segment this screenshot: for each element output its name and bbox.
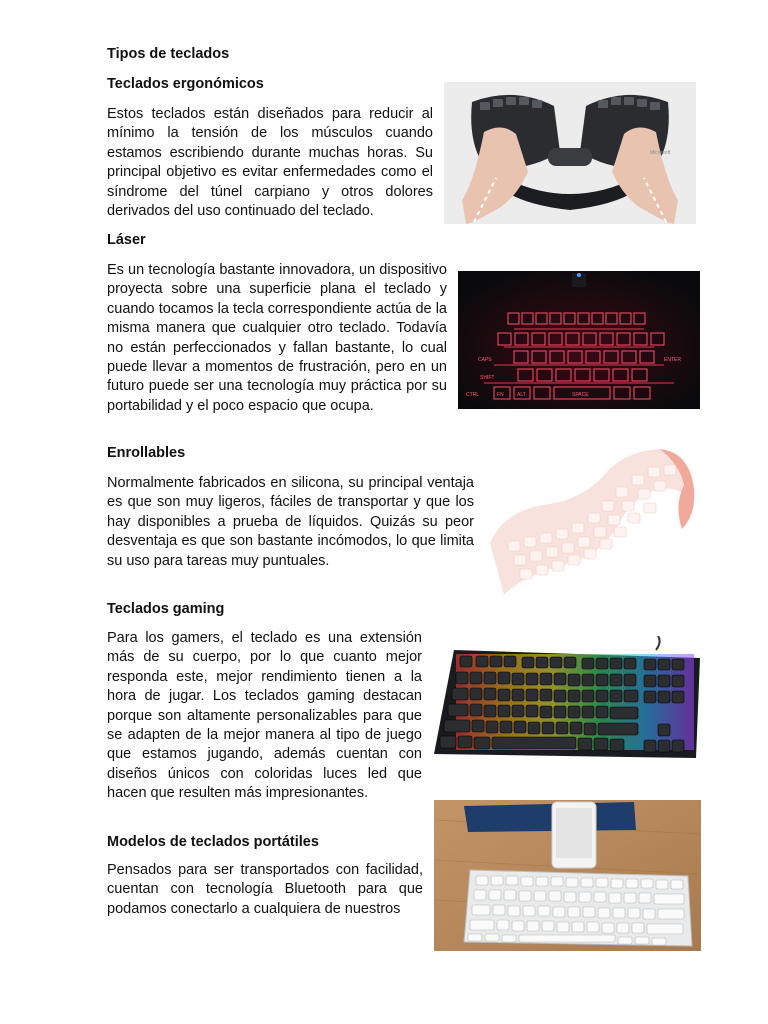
laser-key-caps: CAPS [478,357,492,363]
section-heading-laser: Láser [107,232,146,248]
ergonomic-keyboard-image [444,82,696,224]
laser-key-shift: SHIFT [480,375,495,381]
laser-key-alt: ALT [517,392,526,398]
laser-key-enter: ENTER [664,357,681,363]
section-heading-gaming: Teclados gaming [107,601,225,617]
gaming-keyboard-image [430,636,704,770]
ergonomic-brand-label: Microsoft [650,150,671,156]
laser-keyboard-image [458,271,700,409]
section-text-laser: Es un tecnología bastante innovadora, un dispositivo proyecta sobre una superficie plana el teclado y cuando tocamos la tecla correspondiente actúa de la misma manera que cualquier otro teclado. Todavía no están perfeccionados y fallan bastante, lo cual puede llevar a momentos de frustración, pero en un futuro puede ser una tecnología muy práctica por su portabilidad y el poco espacio que ocupa. [107,262,447,414]
section-text-rollup: Normalmente fabricados en silicona, su principal ventaja es que son muy ligeros, fáciles de transportar y que los hay disponibles a prueba de líquidos. Quizás su peor desventaja es que son bastante incómodos, lo que limita su uso para tareas muy puntuales. [107,475,474,569]
section-text-portable: Pensados para ser transportados con facilidad, cuentan con tecnología Bluetooth para que podamos conectarlo a cualquiera de nuestros [107,862,423,917]
document-title: Tipos de teclados [107,46,230,62]
section-text-ergonomic: Estos teclados están diseñados para reducir al mínimo la tensión de los músculos cuando estamos escribiendo durante muchas horas. Su principal objetivo es evitar enfermedades como el síndrome del túnel carpiano y otros dolores derivados del uso continuado del teclado. [107,106,433,220]
portable-keyboard-image [434,800,701,951]
rollup-keyboard-image [484,445,698,603]
section-heading-rollup: Enrollables [107,445,186,461]
laser-key-ctrl: CTRL [466,392,480,398]
section-heading-portable: Modelos de teclados portátiles [107,834,319,850]
laser-key-space: SPACE [572,392,589,398]
section-heading-ergonomic: Teclados ergonómicos [107,76,264,92]
section-text-gaming: Para los gamers, el teclado es una extensión más de su cuerpo, por lo que cuanto mejor responda este, mejor rendimiento tienen a la hora de jugar. Los teclados gaming destacan porque son altamente personalizables para que se adapten de la mejor manera al tipo de juego que estamos jugando, además cuentan con diseños únicos con coloridas luces led que hacen que resulten más impresionantes. [107,630,422,802]
laser-key-fn: FN [497,392,504,398]
